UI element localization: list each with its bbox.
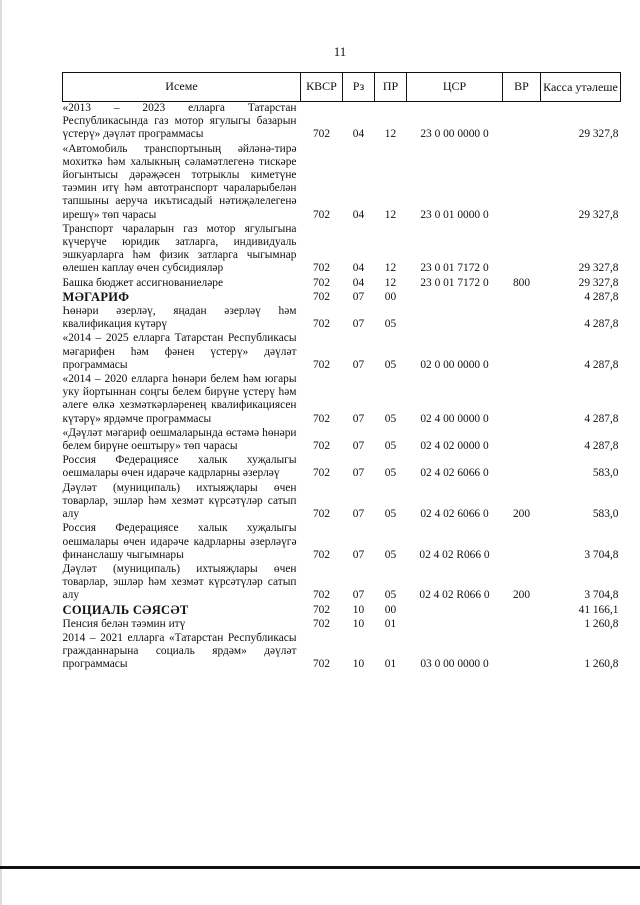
cell-kassa: 4 287,8 [584,412,619,425]
cell-name: «2014 – 2020 елларга һөнәри белем һәм югары уку йортыннан соңгы белем бирүне үстерү һәм әлеге өлкә хезмәткәрләренең квалификациясен күтәрү» ярдәмче программасы [62,373,297,425]
cell-pr: 05 [384,467,397,480]
cell-name: Башка бюджет ассигнованиеләре [62,276,224,289]
cell-csr: 23 0 01 0000 0 [420,208,489,221]
header-rz: Рз [343,73,375,102]
cell-rz: 10 [352,603,365,616]
cell-vr [503,604,541,618]
cell-csr [407,604,503,618]
cell-rz: 07 [352,589,365,602]
cell-pr: 12 [384,208,397,221]
table-row [63,102,621,143]
cell-rz: 07 [352,508,365,521]
cell-vr [503,454,541,481]
cell-kassa: 29 327,8 [578,128,619,141]
cell-name: Һөнәри әзерләү, яңадан әзерләү һәм квалификация күтәрү [62,305,297,331]
cell-kvsr: 702 [312,508,331,521]
cell-name: МӘГАРИФ [62,289,130,304]
header-kassa: Касса утәлеше [541,73,621,102]
table-row [63,632,621,673]
cell-name: «Дәүләт мәгариф оешмаларында өстәмә һөнәри белем бирүне оештыру» төп чарасы [62,426,297,453]
cell-name: СОЦИАЛЬ СӘЯСӘТ [62,602,189,617]
table-row [63,277,621,291]
cell-vr: 200 [512,589,531,602]
cell-pr: 05 [384,548,397,561]
cell-kvsr: 702 [312,617,331,630]
cell-pr: 05 [384,412,397,425]
cell-kassa: 583,0 [592,467,619,480]
cell-pr: 12 [384,128,397,141]
cell-vr [503,522,541,563]
cell-name: Пенсия белән тәэмин итү [62,617,186,630]
cell-kvsr: 702 [312,128,331,141]
cell-kvsr: 702 [312,548,331,561]
cell-csr: 03 0 00 0000 0 [420,658,489,671]
cell-kassa: 583,0 [592,508,619,521]
table-row [63,332,621,373]
cell-kvsr: 702 [312,467,331,480]
budget-table [62,72,620,673]
cell-pr: 05 [384,440,397,453]
cell-kassa: 29 327,8 [578,262,619,275]
cell-vr [503,373,541,427]
cell-vr: 800 [512,276,531,289]
header-csr: ЦСР [407,73,503,102]
cell-name: «Автомобиль транспортының әйләнә-тирә мохиткә һәм халыкның сәламәтлегенә тискәре йогынтысы дәрәҗәсен тотрыклы киметүне тәэмин итү һәм автотранспорт чараларыбелән тапшыны аеруча икътисадый нәтиҗәлелегенә ирешү» төп чарасы [62,142,297,221]
cell-vr: 200 [512,508,531,521]
cell-vr [503,332,541,373]
cell-csr: 23 0 01 7172 0 [420,262,489,275]
cell-name: 2014 – 2021 елларга «Татарстан Республикасы гражданнарына социаль ярдәм» дәүләт программасы [62,631,297,671]
cell-name: Дәүләт (муниципаль) ихтыяҗлары өчен товарлар, эшләр һәм хезмәт күрсәтүләр сатып алу [62,562,297,602]
table-row [63,291,621,305]
cell-kassa: 1 260,8 [584,617,619,630]
cell-csr: 02 4 02 6066 0 [420,467,489,480]
cell-rz: 07 [352,548,365,561]
table-row [63,522,621,563]
cell-rz: 07 [352,412,365,425]
cell-rz: 04 [352,276,365,289]
cell-vr [503,102,541,143]
cell-rz: 07 [352,440,365,453]
cell-kvsr: 702 [312,603,331,616]
cell-kassa: 29 327,8 [578,208,619,221]
cell-kassa: 4 287,8 [584,318,619,331]
cell-csr: 02 4 02 R066 0 [419,548,490,561]
header-name: Исеме [63,73,301,102]
cell-kvsr: 702 [312,262,331,275]
scan-bottom-edge [0,866,640,869]
cell-name: Транспорт чараларын газ мотор ягулыгына күчерүче юридик затларга, индивидуаль эшкуарларга һәм физик затларга чыгымнар өлешен каплау өчен субсидияләр [62,222,297,275]
cell-name: «2013 – 2023 елларга Татарстан Республикасында газ мотор ягулыгы базарын үстерү» дәүләт программасы [62,102,297,141]
cell-csr: 02 4 02 R066 0 [419,589,490,602]
cell-pr: 00 [384,603,397,616]
cell-rz: 04 [352,128,365,141]
cell-rz: 10 [352,617,365,630]
cell-pr: 05 [384,358,397,371]
table-row [63,563,621,604]
cell-kassa: 4 287,8 [584,358,619,371]
header-pr: ПР [375,73,407,102]
table-row [63,427,621,454]
cell-pr: 05 [384,508,397,521]
header-kvsr: КВСР [301,73,343,102]
cell-vr [503,223,541,277]
table-row [63,223,621,277]
cell-kassa: 4 287,8 [584,290,619,303]
cell-rz: 07 [352,467,365,480]
cell-kvsr: 702 [312,658,331,671]
cell-name: Дәүләт (муниципаль) ихтыяҗлары өчен товарлар, эшләр һәм хезмәт күрсәтүләр сатып алу [62,481,297,521]
cell-rz: 04 [352,262,365,275]
cell-kassa: 3 704,8 [584,548,619,561]
cell-name: Россия Федерациясе халык хуҗалыгы оешмалары өчен идарәче кадрларны әзерләү [62,454,297,480]
cell-rz: 07 [352,318,365,331]
cell-pr: 01 [384,658,397,671]
cell-csr: 02 4 02 6066 0 [420,508,489,521]
cell-kvsr: 702 [312,208,331,221]
cell-rz: 04 [352,208,365,221]
cell-csr [407,291,503,305]
cell-kvsr: 702 [312,440,331,453]
table-row [63,618,621,632]
cell-rz: 10 [352,658,365,671]
cell-kassa: 1 260,8 [584,658,619,671]
cell-vr [503,427,541,454]
cell-csr [407,305,503,332]
cell-kvsr: 702 [312,276,331,289]
cell-name: Россия Федерациясе халык хуҗалыгы оешмалары өчен идарәче кадрларны әзерләүгә финанслашу чыгымнары [62,522,297,561]
table-row [63,305,621,332]
table-row [63,482,621,523]
cell-kvsr: 702 [312,290,331,303]
cell-kvsr: 702 [312,358,331,371]
cell-kvsr: 702 [312,589,331,602]
table-header-row [63,73,621,102]
header-vr: ВР [503,73,541,102]
scan-edge [0,0,2,905]
cell-vr [503,305,541,332]
cell-kvsr: 702 [312,412,331,425]
table-row [63,454,621,481]
cell-pr: 12 [384,276,397,289]
cell-kassa: 4 287,8 [584,440,619,453]
cell-vr [503,143,541,223]
cell-csr: 23 0 00 0000 0 [420,128,489,141]
cell-vr [503,618,541,632]
cell-pr: 12 [384,262,397,275]
cell-vr [503,291,541,305]
cell-pr: 05 [384,318,397,331]
cell-csr: 02 0 00 0000 0 [420,358,489,371]
page-number: 11 [333,44,347,59]
cell-kassa: 29 327,8 [578,276,619,289]
cell-rz: 07 [352,358,365,371]
cell-csr: 23 0 01 7172 0 [420,276,489,289]
cell-kvsr: 702 [312,318,331,331]
cell-rz: 07 [352,290,365,303]
cell-pr: 05 [384,589,397,602]
cell-kassa: 3 704,8 [584,589,619,602]
cell-pr: 00 [384,290,397,303]
cell-csr [407,618,503,632]
table-row [63,604,621,618]
cell-pr: 01 [384,617,397,630]
table-body [63,102,621,673]
table-row [63,143,621,223]
cell-kassa: 41 166,1 [578,603,619,616]
cell-csr: 02 4 02 0000 0 [420,440,489,453]
table-row [63,373,621,427]
cell-csr: 02 4 00 0000 0 [420,412,489,425]
cell-vr [503,632,541,673]
cell-name: «2014 – 2025 елларга Татарстан Республикасы мәгарифен һәм фәнен үстерү» дәүләт программасы [62,332,297,371]
